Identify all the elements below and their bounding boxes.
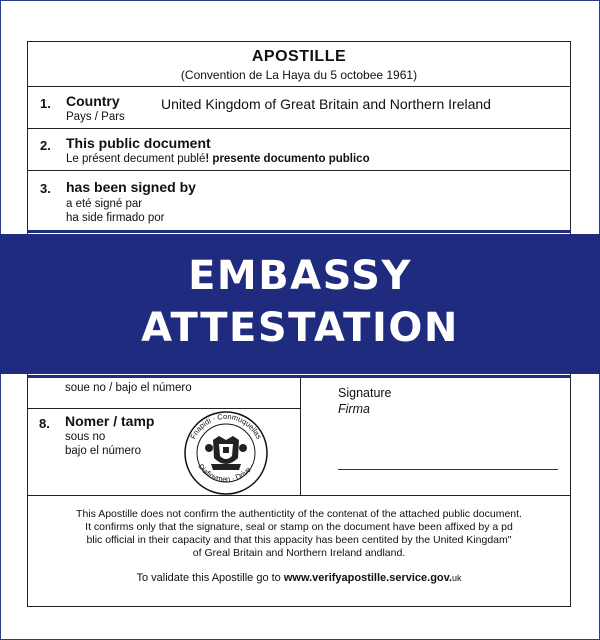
- attestation-banner: [0, 234, 600, 374]
- row7-sublabel: soue no / bajo el número: [65, 382, 192, 394]
- row8-label: Nomer / tamp: [65, 413, 155, 429]
- official-seal: [183, 410, 269, 496]
- footer-line-1: This Apostille does not confirm the authentictity of the contenat of the attached public document.: [76, 508, 522, 520]
- apostille-subtitle: (Convention de La Haya du 5 octobee 1961): [180, 68, 418, 82]
- sublabel-french: Le présent decument publé: [66, 153, 206, 165]
- seal-text-top: Fnapidi · Conmuqueilas: [188, 411, 264, 441]
- footer-line-2: It confirms only that the signature, seal or stamp on the document have been affixed by a pd: [85, 521, 513, 533]
- validate-prefix: To validate this Apostille go to: [136, 572, 284, 584]
- field-value: United Kingdom of Great Britain and Northern Ireland: [161, 96, 491, 112]
- validate-line: [27, 572, 571, 585]
- banner-top-rule: [27, 230, 571, 233]
- row8-sublabel-1: sous no: [65, 431, 106, 443]
- signature-sublabel: Firma: [338, 402, 370, 416]
- apostille-header: [28, 42, 570, 87]
- row8-number: 8.: [39, 416, 50, 431]
- signature-label: Signature: [338, 386, 392, 400]
- signature-line: [338, 469, 558, 470]
- field-label: Country: [66, 93, 120, 109]
- field-number: 1.: [40, 96, 51, 111]
- seal-text-bottom: Diafiovmen · Drive ·: [196, 462, 256, 484]
- field-sublabel-1: a eté signé par: [66, 198, 143, 210]
- field-row7: [27, 378, 300, 409]
- field-public-document: [28, 128, 570, 171]
- row8-sublabel-2: bajo el número: [65, 445, 142, 457]
- footer-line-4: of Greal Britain and Northern Ireland andland.: [192, 547, 406, 559]
- banner-line-2: ATTESTATION: [141, 305, 459, 351]
- sublabel-spanish: ! presente documento publico: [205, 153, 370, 165]
- column-divider: [300, 378, 301, 495]
- apostille-footer: [27, 495, 571, 585]
- svg-text:Fnapidi · Conmuqueilas: [188, 412, 263, 441]
- field-sublabel-2: ha side firmado por: [66, 212, 165, 224]
- field-number: 2.: [40, 138, 51, 153]
- field-number: 3.: [40, 181, 51, 196]
- field-label: has been signed by: [66, 179, 196, 195]
- field-label: This public document: [66, 135, 211, 151]
- banner-line-1: EMBASSY: [188, 253, 412, 299]
- footer-line-3: blic official in their capacity and that this appacity has been centited by the United Kingdam": [86, 534, 512, 546]
- field-signed-by: [28, 170, 570, 228]
- field-sublabel: [66, 152, 370, 166]
- validate-suffix: uk: [452, 573, 462, 583]
- validate-url[interactable]: www.verifyapostille.service.gov.: [283, 572, 452, 584]
- field-country: [28, 86, 570, 129]
- apostille-title: APOSTILLE: [251, 48, 347, 65]
- field-sublabel: Pays / Pars: [66, 111, 125, 123]
